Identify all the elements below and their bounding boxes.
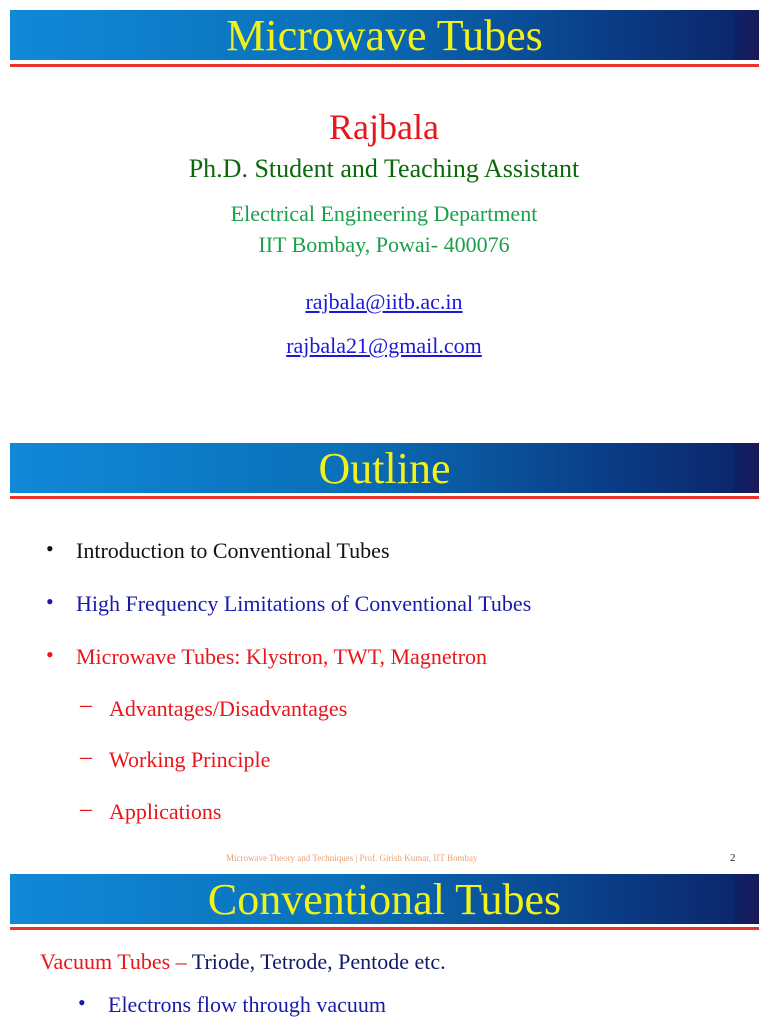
vacuum-tubes-types: Triode, Tetrode, Pentode etc. (186, 949, 446, 974)
email-secondary[interactable]: rajbala21@gmail.com (286, 333, 482, 358)
sub-bullet-dash: – (80, 744, 92, 770)
slide3-title-rule (10, 927, 759, 930)
slide2-title-rule (10, 496, 759, 499)
bullet-dot: • (78, 990, 86, 1015)
bullet-dot: • (46, 536, 54, 561)
bullet-dot: • (46, 642, 54, 667)
page-number: 2 (730, 852, 736, 864)
address: IIT Bombay, Powai- 400076 (258, 232, 510, 257)
outline-item-intro: Introduction to Conventional Tubes (76, 538, 390, 563)
vacuum-tubes-label: Vacuum Tubes – (40, 949, 187, 974)
slide3-title-banner (10, 874, 759, 924)
outline-item-microwave-tubes: Microwave Tubes: Klystron, TWT, Magnetron (76, 644, 488, 669)
email-primary[interactable]: rajbala@iitb.ac.in (305, 289, 463, 314)
slide1-title-rule (10, 64, 759, 67)
slide2-title: Outline (318, 444, 451, 493)
slide3-title: Conventional Tubes (207, 875, 562, 924)
sub-bullet-dash: – (80, 692, 92, 718)
sub-bullet-dash: – (80, 796, 92, 822)
bullet-dot: • (46, 589, 54, 614)
slide2-title-banner (10, 443, 759, 493)
outline-subitem-working-principle: Working Principle (109, 747, 271, 772)
outline-item-limitations: High Frequency Limitations of Conventional Tubes (76, 591, 532, 616)
author-name: Rajbala (329, 107, 439, 147)
department: Electrical Engineering Department (230, 201, 538, 226)
vacuum-tubes-line (40, 948, 446, 976)
slide-footer: Microwave Theory and Techniques | Prof. Girish Kumar, IIT Bombay (226, 853, 478, 863)
outline-subitem-advantages: Advantages/Disadvantages (109, 696, 348, 721)
email-link-primary[interactable] (0, 288, 768, 316)
electrons-flow-bullet: Electrons flow through vacuum (108, 992, 386, 1017)
outline-subitem-applications: Applications (109, 799, 222, 824)
slide1-title: Microwave Tubes (226, 11, 543, 60)
email-link-secondary[interactable] (0, 332, 768, 360)
author-role: Ph.D. Student and Teaching Assistant (188, 154, 580, 183)
slide1-title-banner (10, 10, 759, 60)
